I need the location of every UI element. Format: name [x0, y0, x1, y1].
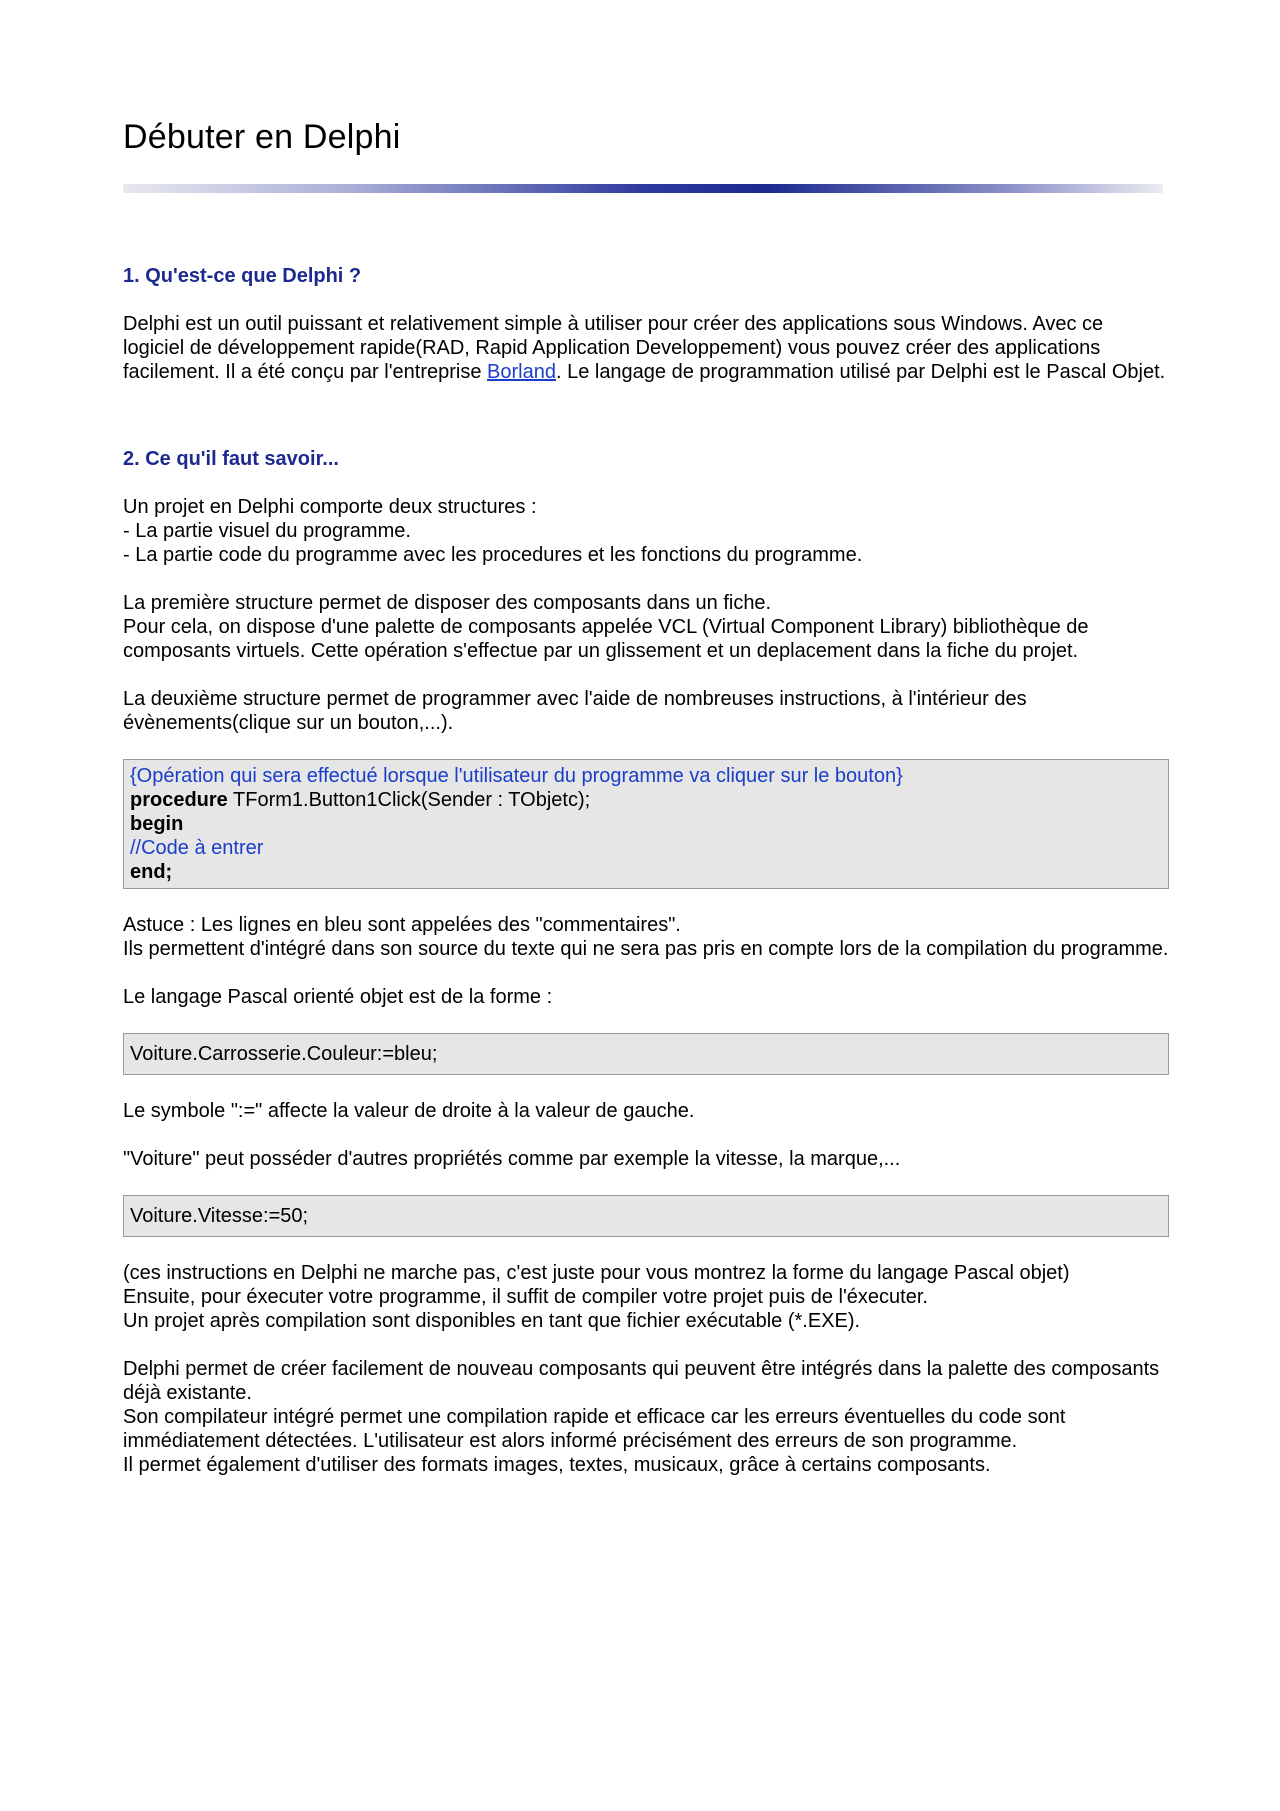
symbol-paragraph: Le symbole ":=" affecte la valeur de droite à la valeur de gauche.	[123, 1100, 695, 1122]
code-procedure-line	[130, 788, 1162, 812]
code-couleur-line: Voiture.Carrosserie.Couleur:=bleu;	[130, 1043, 438, 1065]
final-line: Il permet également d'utiliser des formats images, textes, musicaux, grâce à certains composants.	[123, 1454, 991, 1476]
code-block-procedure	[123, 759, 1169, 889]
borland-link[interactable]: Borland	[487, 361, 556, 383]
final-line: Delphi permet de créer facilement de nouveau composants qui peuvent être intégrés dans la palette des composants déjà existante.	[123, 1358, 1160, 1404]
intro-line: Un projet en Delphi comporte deux structures :	[123, 496, 537, 518]
document-body	[123, 264, 1169, 1501]
astuce-line: Astuce : Les lignes en bleu sont appelées des "commentaires".	[123, 914, 681, 936]
after-code-paragraph	[123, 1261, 1169, 1333]
astuce-line: Ils permettent d'intégré dans son source du texte qui ne sera pas pris en compte lors de la compilation du programme.	[123, 938, 1169, 960]
title-gradient-rule	[123, 184, 1163, 193]
pascal-form-paragraph: Le langage Pascal orienté objet est de la forme :	[123, 986, 553, 1008]
after-code-line: Ensuite, pour éxecuter votre programme, il suffit de compiler votre projet puis de l'éxecuter.	[123, 1286, 928, 1308]
procedure-signature: TForm1.Button1Click(Sender : TObjetc);	[227, 789, 591, 811]
code-block-vitesse	[123, 1195, 1169, 1237]
voiture-paragraph: "Voiture" peut posséder d'autres propriétés comme par exemple la vitesse, la marque,...	[123, 1148, 901, 1170]
first-structure-line: La première structure permet de disposer des composants dans un fiche.	[123, 592, 772, 614]
section-1-paragraph	[123, 312, 1169, 384]
final-line: Son compilateur intégré permet une compilation rapide et efficace car les erreurs éventuelles du code sont immédiatement détectées. L'utilisateur est alors informé précisément des erreurs de son programme.	[123, 1406, 1066, 1452]
procedure-keyword: procedure	[130, 789, 228, 811]
section-1-text-end: . Le langage de programmation utilisé par Delphi est le Pascal Objet.	[555, 361, 1166, 383]
after-code-line: (ces instructions en Delphi ne marche pas, c'est juste pour vous montrez la forme du langage Pascal objet)	[123, 1262, 1070, 1284]
code-inner-comment: //Code à entrer	[130, 837, 264, 859]
begin-keyword: begin	[130, 813, 184, 835]
end-keyword: end;	[130, 861, 173, 883]
after-code-line: Un projet après compilation sont disponibles en tant que fichier exécutable (*.EXE).	[123, 1310, 861, 1332]
section-1-text-start: Delphi est un outil puissant et relativement simple à utiliser pour créer des applications sous Windows. Avec ce logiciel de développement rapide(RAD, Rapid Application Developpement) vous pouvez créer des applications facilement. Il a été conçu par l'entreprise	[123, 313, 1104, 383]
final-paragraph	[123, 1357, 1169, 1477]
first-structure-line: Pour cela, on dispose d'une palette de composants appelée VCL (Virtual Component Library) bibliothèque de composants virtuels. Cette opération s'effectue par un glissement et un deplacement dans la fiche du projet.	[123, 616, 1089, 662]
section-spacer	[123, 408, 1169, 447]
code-block-couleur	[123, 1033, 1169, 1075]
code-vitesse-line: Voiture.Vitesse:=50;	[130, 1205, 309, 1227]
section-2-heading: 2. Ce qu'il faut savoir...	[123, 448, 339, 470]
astuce-paragraph	[123, 913, 1169, 961]
code-comment: {Opération qui sera effectué lorsque l'utilisateur du programme va cliquer sur le bouton}	[130, 765, 903, 787]
first-structure-paragraph	[123, 591, 1169, 663]
section-1-heading: 1. Qu'est-ce que Delphi ?	[123, 265, 362, 287]
page-title: Débuter en Delphi	[123, 118, 401, 156]
intro-line: - La partie visuel du programme.	[123, 520, 411, 542]
second-structure-paragraph: La deuxième structure permet de programmer avec l'aide de nombreuses instructions, à l'intérieur des évènements(clique sur un bouton,...).	[123, 688, 1027, 734]
intro-line: - La partie code du programme avec les procedures et les fonctions du programme.	[123, 544, 863, 566]
structures-intro	[123, 495, 1169, 567]
